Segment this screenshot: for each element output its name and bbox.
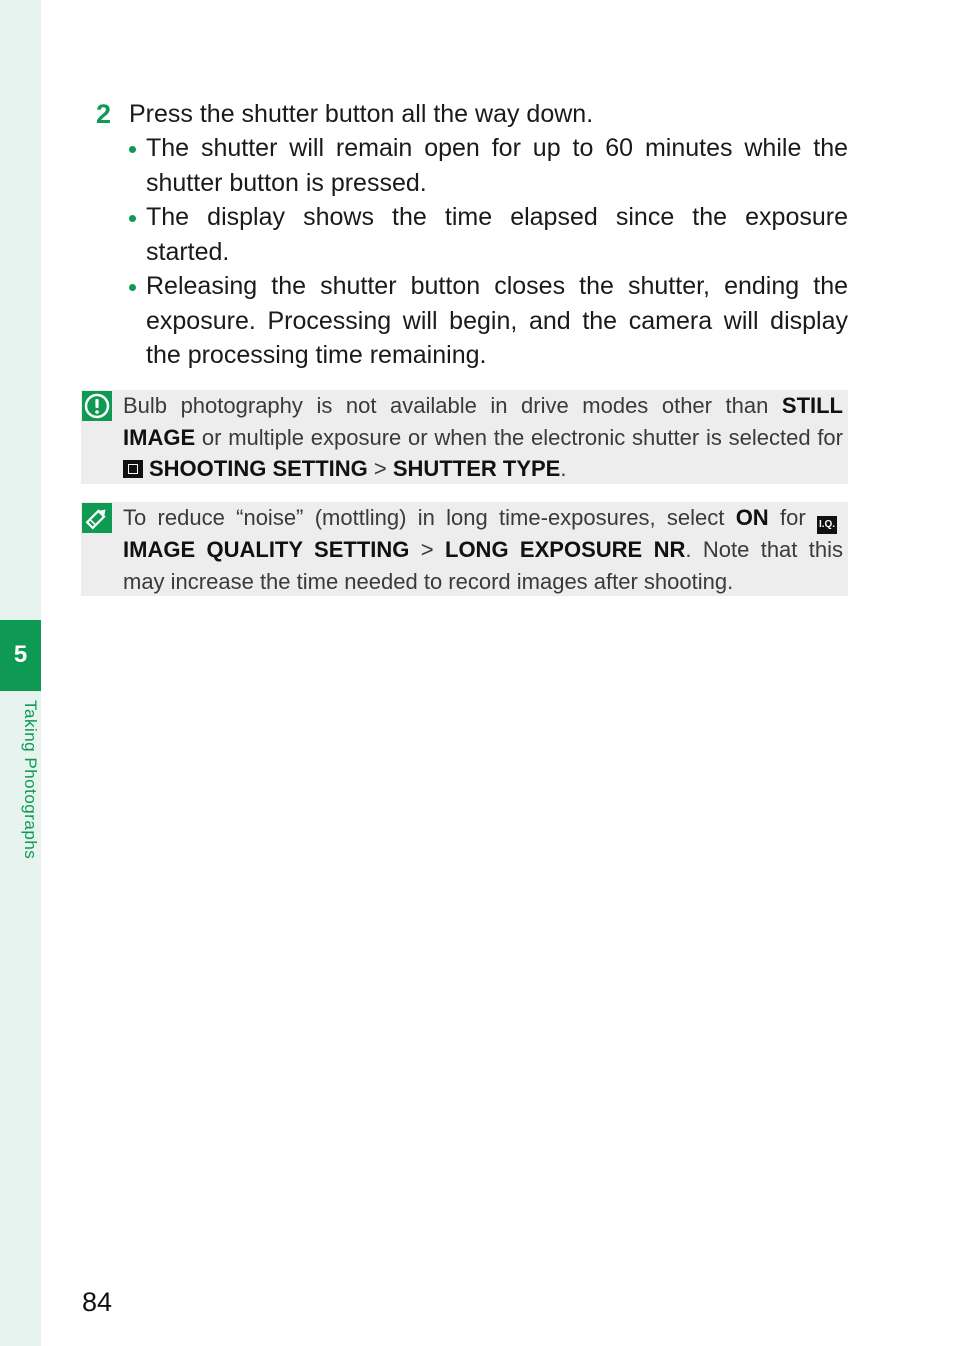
page-number: 84 xyxy=(82,1287,113,1317)
step-bullets xyxy=(128,131,848,373)
caution-note xyxy=(81,390,848,484)
caution-text: Bulb photography is not available in drive modes other than STILL IMAGE or multiple exposure or when the electronic shutter is selected for SHOOTING SETTING > SHUTTER TYPE. xyxy=(123,393,843,481)
chapter-title: Taking Photographs xyxy=(21,700,40,860)
bullet-item xyxy=(128,269,848,373)
bullet-item xyxy=(128,200,848,269)
tip-text: To reduce “noise” (mottling) in long time-exposures, select ON for I.Q.IMAGE QUALITY SETTING > LONG EXPOSURE NR. Note that this may increase the time needed to record images after shooting. xyxy=(123,505,844,594)
bullet-icon xyxy=(129,284,136,291)
bullet-text: The shutter will remain open for up to 60 minutes while the shutter button is pressed. xyxy=(146,134,848,197)
bullet-text: Releasing the shutter button closes the shutter, ending the exposure. Processing will begin, and the camera will display the processing time remaining. xyxy=(146,272,848,369)
shooting-menu-icon xyxy=(123,460,143,478)
caution-icon xyxy=(82,391,112,421)
bullet-icon xyxy=(129,146,136,153)
chapter-number: 5 xyxy=(13,641,28,668)
bullet-text: The display shows the time elapsed since the exposure started. xyxy=(146,203,848,266)
bullet-icon xyxy=(129,215,136,222)
bullet-item xyxy=(128,131,848,200)
tip-note xyxy=(81,502,848,596)
image-quality-menu-icon: I.Q. xyxy=(817,516,837,534)
chapter-sidebar xyxy=(0,0,41,1346)
step-instruction: Press the shutter button all the way down. xyxy=(129,100,594,128)
step-number: 2 xyxy=(96,99,112,129)
tip-icon xyxy=(82,503,112,533)
